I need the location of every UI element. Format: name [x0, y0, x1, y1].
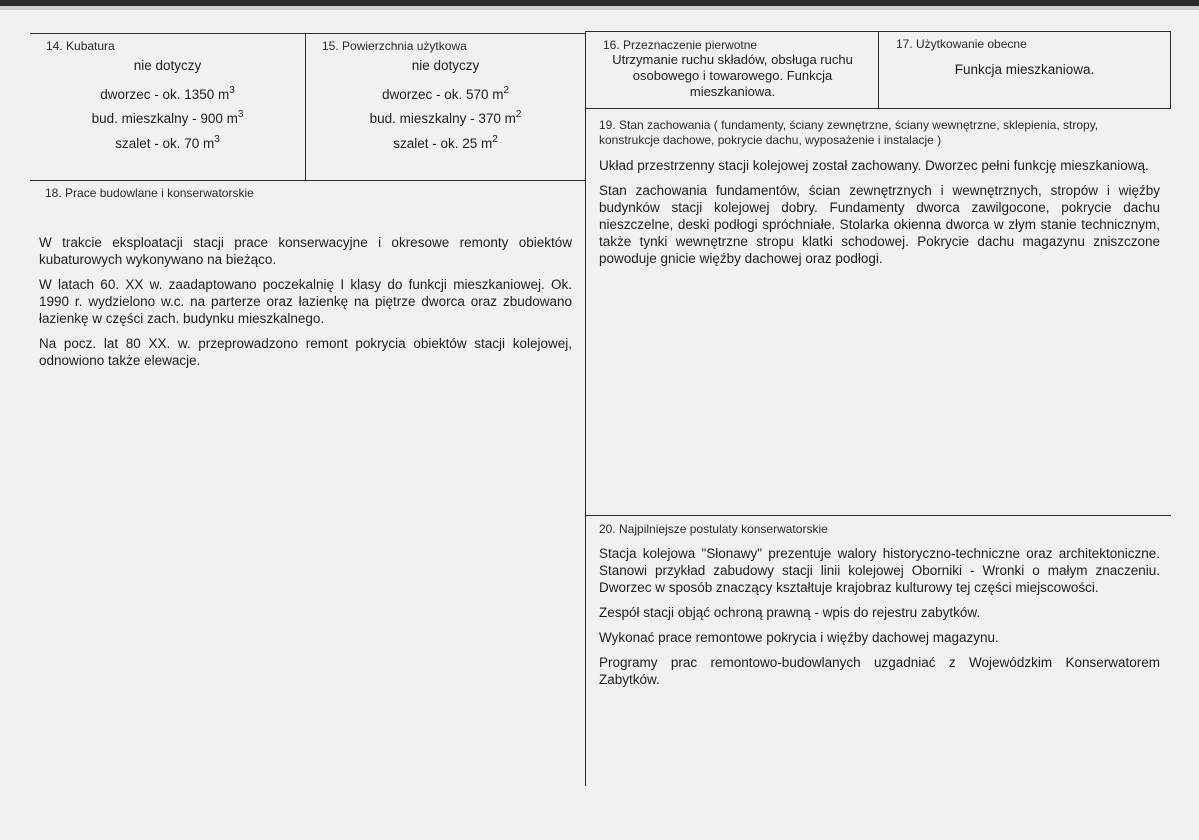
box16-text: Utrzymanie ruchu składów, obsługa ruchu osobowego i towarowego. Funkcja mieszkaniowa. — [612, 52, 853, 99]
box20-body — [599, 545, 1160, 696]
divider-box18-top — [30, 180, 586, 181]
box15-line1: nie dotyczy — [411, 58, 480, 73]
box20-paragraph: Zespół stacji objąć ochroną prawną - wpis do rejestru zabytków. — [599, 605, 981, 620]
box15-line3: bud. mieszkalny - 370 $m^2$ — [369, 109, 522, 126]
divider-box20-top — [586, 515, 1171, 516]
box18-paragraph: Na pocz. lat 80 XX. w. przeprowadzono remont pokrycia obiektów stacji kolejowej, odnowiono także elewacje. — [39, 336, 572, 368]
box17-text: Funkcja mieszkaniowa. — [954, 62, 1095, 77]
box14-line1: nie dotyczy — [133, 58, 202, 73]
divider-box19-top — [586, 108, 1171, 109]
divider-main-vertical — [585, 31, 586, 786]
box19-paragraph: Stan zachowania fundamentów, ścian zewnętrznych i wewnętrznych, stropów i więźby budynków stacji kolejowej dobry. Fundamenty dworca zawilgocone, pokrycie dachu nieszczelne, deski podłogi spróchniałe. Stolarka okienna dworca w złym stanie technicznym, także tynki wewnętrzne stropu klatki schodowej. Pokrycie dachu magazynu zniszczone powoduje gnicie więźby dachowej oraz podłogi. — [599, 183, 1160, 266]
box20-paragraph: Stacja kolejowa "Słonawy" prezentuje walory historyczno-techniczne oraz architektoniczne. Stanowi przykład zabudowy stacji linii kolejowej Oborniki - Wronki o małym znaczeniu. Dworzec w sposób znaczący kształtuje krajobraz kulturowy tej części miejscowości. — [599, 546, 1160, 595]
box18-label: 18. Prace budowlane i konserwatorskie — [45, 186, 254, 200]
box18-body — [39, 234, 572, 377]
divider-top-left — [30, 33, 586, 34]
box14-label: 14. Kubatura — [46, 39, 115, 53]
box20-paragraph: Wykonać prace remontowe pokrycia i więźby dachowej magazynu. — [599, 630, 999, 645]
sheet-top-shadow — [0, 6, 1199, 10]
box19-label: 19. Stan zachowania ( fundamenty, ściany zewnętrzne, ściany wewnętrzne, sklepienia, stropy, konstrukcje dachowe, pokrycie dachu, wyposażenie i instalacje ) — [599, 118, 1099, 147]
divider-right-edge — [1170, 31, 1171, 109]
box14-line3: bud. mieszkalny - 900 $m^3$ — [91, 109, 244, 126]
box15-line2: dworzec - ok. 570 $m^2$ — [381, 85, 510, 102]
box20-paragraph: Programy prac remontowo-budowlanych uzgadniać z Wojewódzkim Konserwatorem Zabytków. — [599, 655, 1160, 687]
box18-paragraph: W trakcie eksploatacji stacji prace konserwacyjne i okresowe remonty obiektów kubaturowych wykonywano na bieżąco. — [39, 235, 572, 267]
box19-paragraph: Układ przestrzenny stacji kolejowej został zachowany. Dworzec pełni funkcję mieszkaniową. — [599, 158, 1149, 173]
box17-label: 17. Użytkowanie obecne — [896, 37, 1027, 51]
box18-paragraph: W latach 60. XX w. zaadaptowano poczekalnię I klasy do funkcji mieszkaniowej. Ok. 1990 r. wydzielono w.c. na parterze oraz łazienkę na piętrze dworca oraz zbudowano łazienkę w części zach. budynku mieszkalnego. — [39, 277, 572, 326]
box15-label: 15. Powierzchnia użytkowa — [322, 39, 467, 53]
box14-line2: dworzec - ok. 1350 $m^3$ — [100, 85, 235, 102]
box15-line4: szalet - ok. 25 $m^2$ — [393, 134, 498, 151]
box14-line4: szalet - ok. 70 $m^3$ — [115, 134, 220, 151]
box19-body — [599, 157, 1160, 275]
divider-14-15 — [305, 33, 306, 180]
box16-label: 16. Przeznaczenie pierwotne — [603, 38, 758, 52]
box20-label: 20. Najpilniejsze postulaty konserwatorskie — [599, 522, 828, 536]
